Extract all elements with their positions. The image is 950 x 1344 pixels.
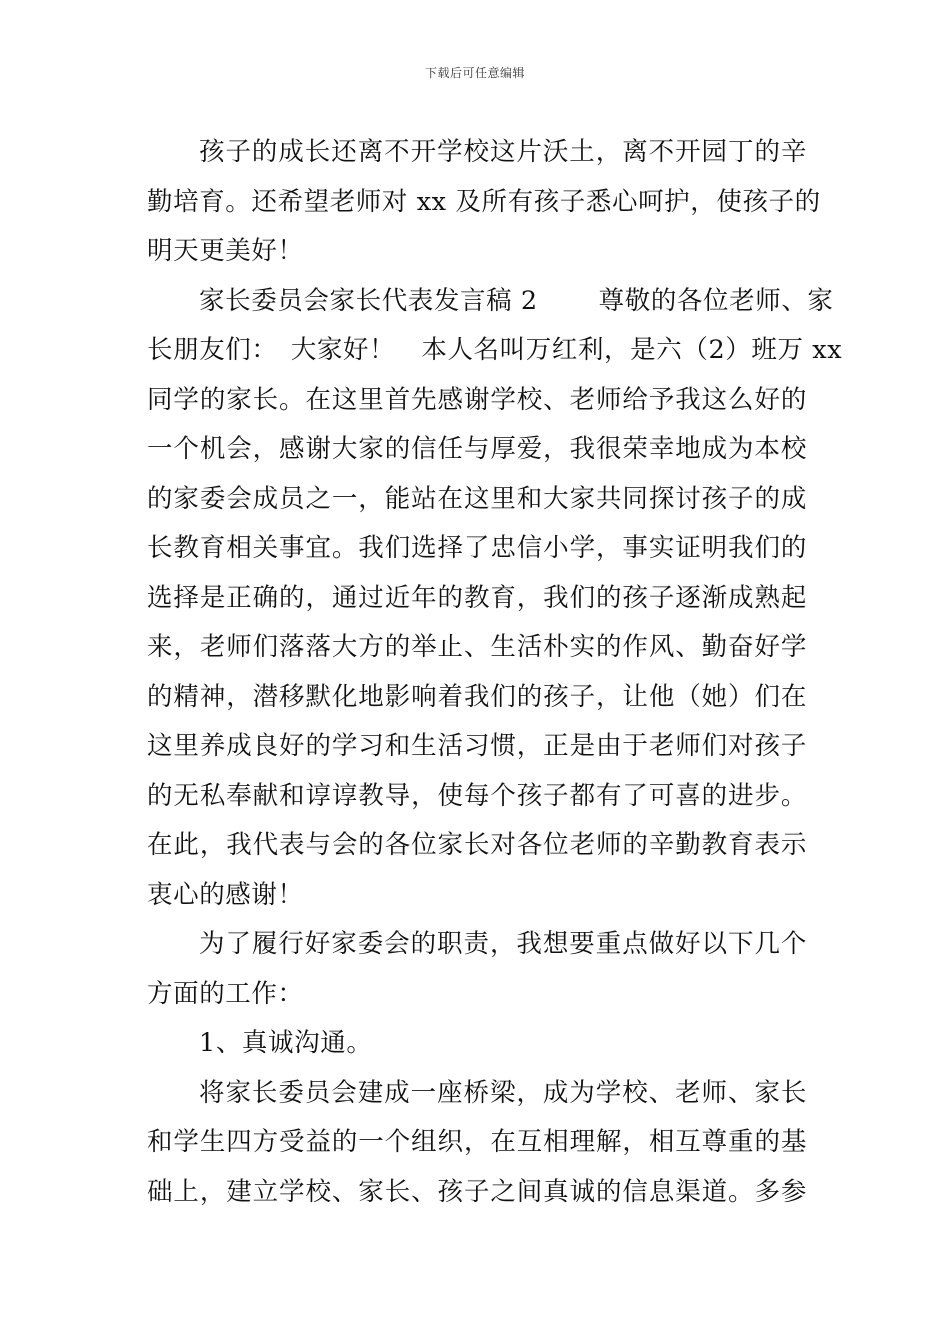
paragraph xyxy=(147,128,821,277)
text-line: 将家长委员会建成一座桥梁，成为学校、老师、家长 xyxy=(199,1077,807,1108)
text-line: 的无私奉献和谆谆教导，使每个孩子都有了可喜的进步。 xyxy=(147,780,807,811)
text-line: 为了履行好家委会的职责，我想要重点做好以下几个 xyxy=(199,929,807,959)
text-line: 长朋友们： 大家好！ 本人名叫万红利，是六（2）班万 xx xyxy=(147,335,843,365)
text-line: 础上，建立学校、家长、孩子之间真诚的信息渠道。多参 xyxy=(147,1176,807,1207)
text-line: 来，老师们落落大方的举止、生活朴实的作风、勤奋好学 xyxy=(147,632,807,662)
paragraph xyxy=(147,277,843,921)
text-line: 选择是正确的，通过近年的教育，我们的孩子逐渐成熟起 xyxy=(147,582,807,613)
text-line: 在此，我代表与会的各位家长对各位老师的辛勤教育表示 xyxy=(147,830,807,860)
text-line: 方面的工作： xyxy=(147,978,304,1009)
text-line: 的家委会成员之一，能站在这里和大家共同探讨孩子的成 xyxy=(147,483,807,514)
text-line: 家长委员会家长代表发言稿 2 尊敬的各位老师、家 xyxy=(199,285,834,316)
text-line: 长教育相关事宜。我们选择了忠信小学，事实证明我们的 xyxy=(147,533,807,563)
text-line: 和学生四方受益的一个组织，在互相理解，相互尊重的基 xyxy=(147,1127,807,1157)
text-line: 的精神，潜移默化地影响着我们的孩子，让他（她）们在 xyxy=(147,681,807,712)
text-line: 1、真诚沟通。 xyxy=(199,1028,373,1058)
document-body xyxy=(147,128,843,1217)
page-header: 下载后可任意编辑 xyxy=(424,66,525,80)
text-line: 衷心的感谢！ xyxy=(147,879,304,910)
text-line: 勤培育。还希望老师对 xx 及所有孩子悉心呵护，使孩子的 xyxy=(147,186,821,217)
paragraph xyxy=(147,1019,807,1069)
text-line: 明天更美好！ xyxy=(147,236,304,266)
text-line: 一个机会，感谢大家的信任与厚爱，我很荣幸地成为本校 xyxy=(147,434,807,464)
paragraph xyxy=(147,1069,807,1218)
text-line: 这里养成良好的学习和生活习惯，正是由于老师们对孩子 xyxy=(147,731,807,761)
text-line: 同学的家长。在这里首先感谢学校、老师给予我这么好的 xyxy=(147,384,807,415)
paragraph xyxy=(147,920,807,1019)
text-line: 孩子的成长还离不开学校这片沃土，离不开园丁的辛 xyxy=(199,137,807,167)
